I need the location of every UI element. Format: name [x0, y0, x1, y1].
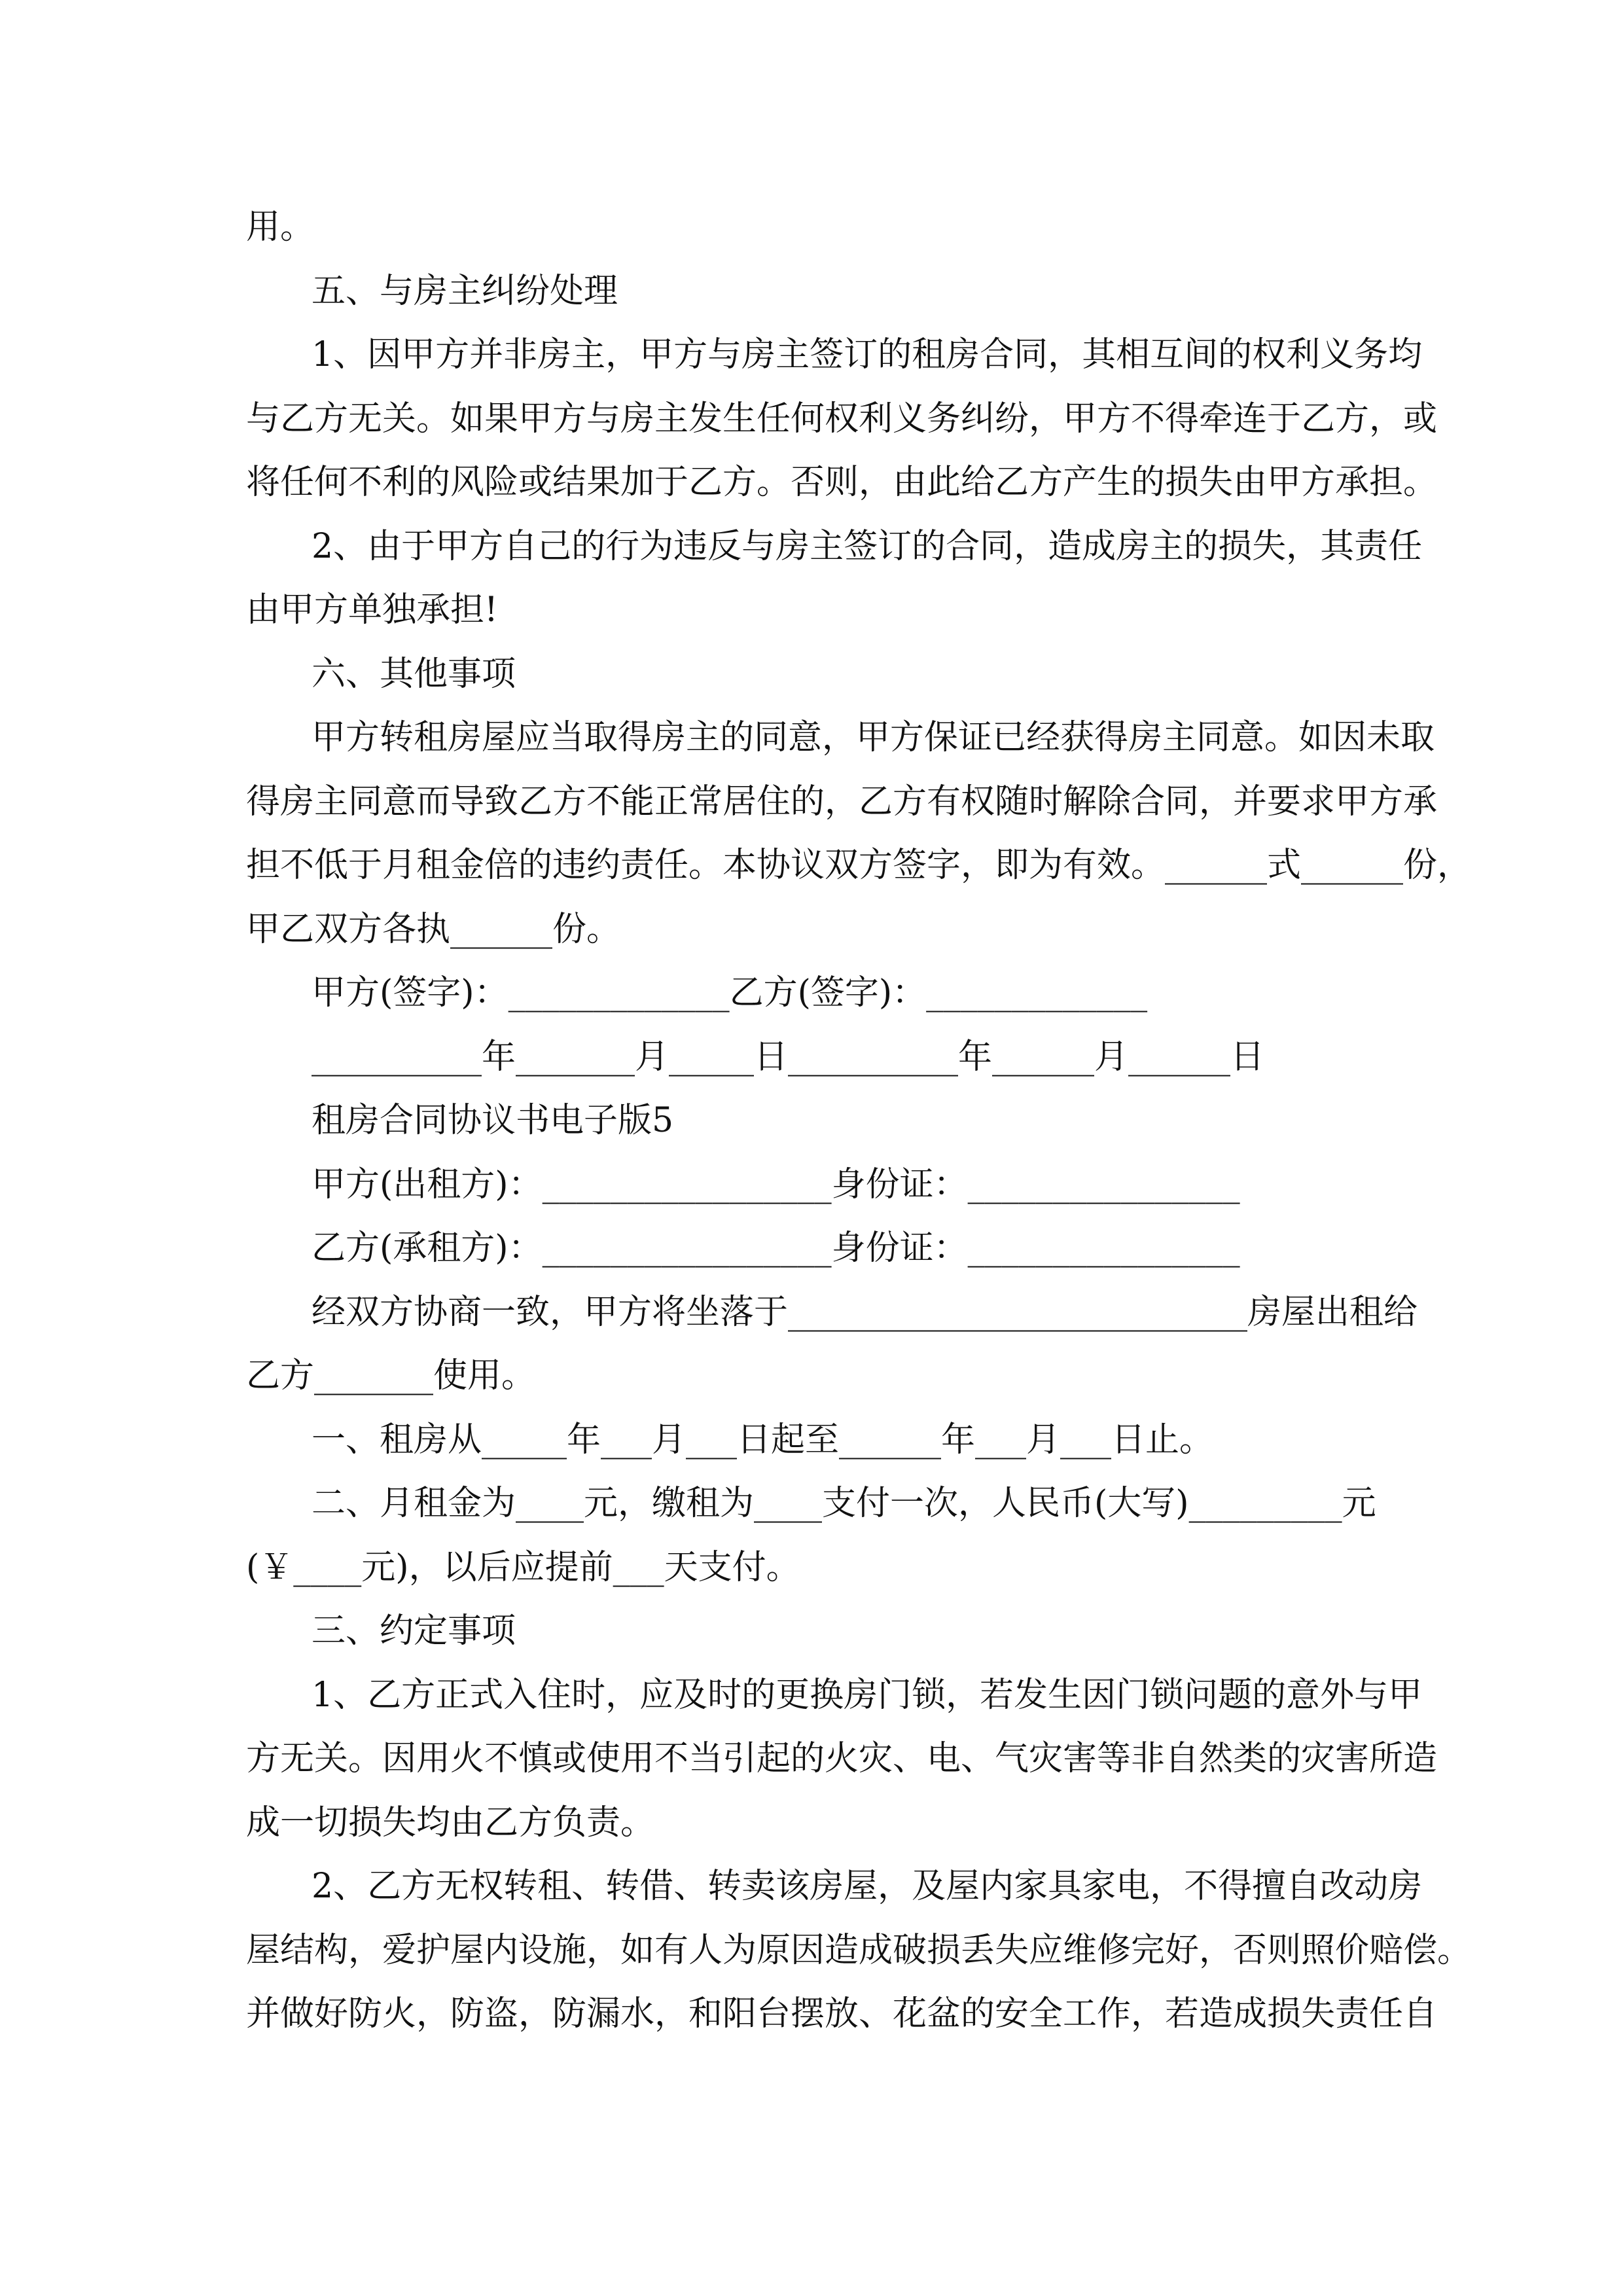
paragraph-line: 屋结构，爱护屋内设施，如有人为原因造成破损丢失应维修完好，否则照价赔偿。: [246, 1930, 1472, 1970]
paragraph-line: 五、与房主纠纷处理: [312, 271, 618, 311]
paragraph-line: 2、由于甲方自己的行为违反与房主签订的合同，造成房主的损失，其责任: [312, 526, 1423, 566]
paragraph-line: 1、乙方正式入住时，应及时的更换房门锁，若发生因门锁问题的意外与甲: [312, 1675, 1423, 1715]
paragraph-line: 乙方(承租方)：_________________身份证：________________: [312, 1229, 1240, 1268]
paragraph-line: 担不低于月租金倍的违约责任。本协议双方签字，即为有效。______式______份，: [246, 846, 1472, 885]
paragraph-line: (￥____元)，以后应提前___天支付。: [246, 1547, 800, 1587]
paragraph-line: 甲乙双方各执______份。: [246, 909, 621, 949]
paragraph-line: 二、月租金为____元，缴租为____支付一次，人民币(大写)_________元: [312, 1484, 1376, 1523]
paragraph-line: 2、乙方无权转租、转借、转卖该房屋，及屋内家具家电，不得擅自改动房: [312, 1867, 1423, 1906]
paragraph-line: 经双方协商一致，甲方将坐落于___________________________房屋出租给: [312, 1292, 1418, 1332]
paragraph-line: 乙方_______使用。: [246, 1356, 536, 1395]
paragraph-line: 方无关。因用火不慎或使用不当引起的火灾、电、气灾害等非自然类的灾害所造: [246, 1739, 1438, 1778]
paragraph-line: 六、其他事项: [312, 654, 516, 694]
paragraph-line: 一、租房从_____年___月___日起至______年___月___日止。: [312, 1420, 1214, 1460]
paragraph-line: 由甲方单独承担!: [246, 590, 498, 630]
paragraph-line: 并做好防火，防盗，防漏水，和阳台摆放、花盆的安全工作，若造成损失责任自: [246, 1994, 1438, 2034]
paragraph-line: 用。: [246, 207, 315, 247]
paragraph-line: 得房主同意而导致乙方不能正常居住的，乙方有权随时解除合同，并要求甲方承: [246, 781, 1438, 821]
paragraph-line: 甲方转租房屋应当取得房主的同意，甲方保证已经获得房主同意。如因未取: [312, 718, 1435, 757]
paragraph-line: 成一切损失均由乙方负责。: [246, 1803, 655, 1842]
paragraph-line: 与乙方无关。如果甲方与房主发生任何权利义务纠纷，甲方不得牵连于乙方，或: [246, 399, 1438, 439]
paragraph-line: 1、因甲方并非房主，甲方与房主签订的租房合同，其相互间的权利义务均: [312, 335, 1423, 374]
paragraph-line: 租房合同协议书电子版5: [312, 1101, 674, 1140]
paragraph-line: 甲方(出租方)：_________________身份证：________________: [312, 1164, 1240, 1204]
paragraph-line: 三、约定事项: [312, 1611, 516, 1651]
paragraph-line: 将任何不利的风险或结果加于乙方。否则，由此给乙方产生的损失由甲方承担。: [246, 463, 1438, 502]
paragraph-line: 甲方(签字)：_____________乙方(签字)：_____________: [312, 973, 1148, 1013]
paragraph-line: __________年_______月_____日__________年______月______日: [312, 1037, 1264, 1077]
